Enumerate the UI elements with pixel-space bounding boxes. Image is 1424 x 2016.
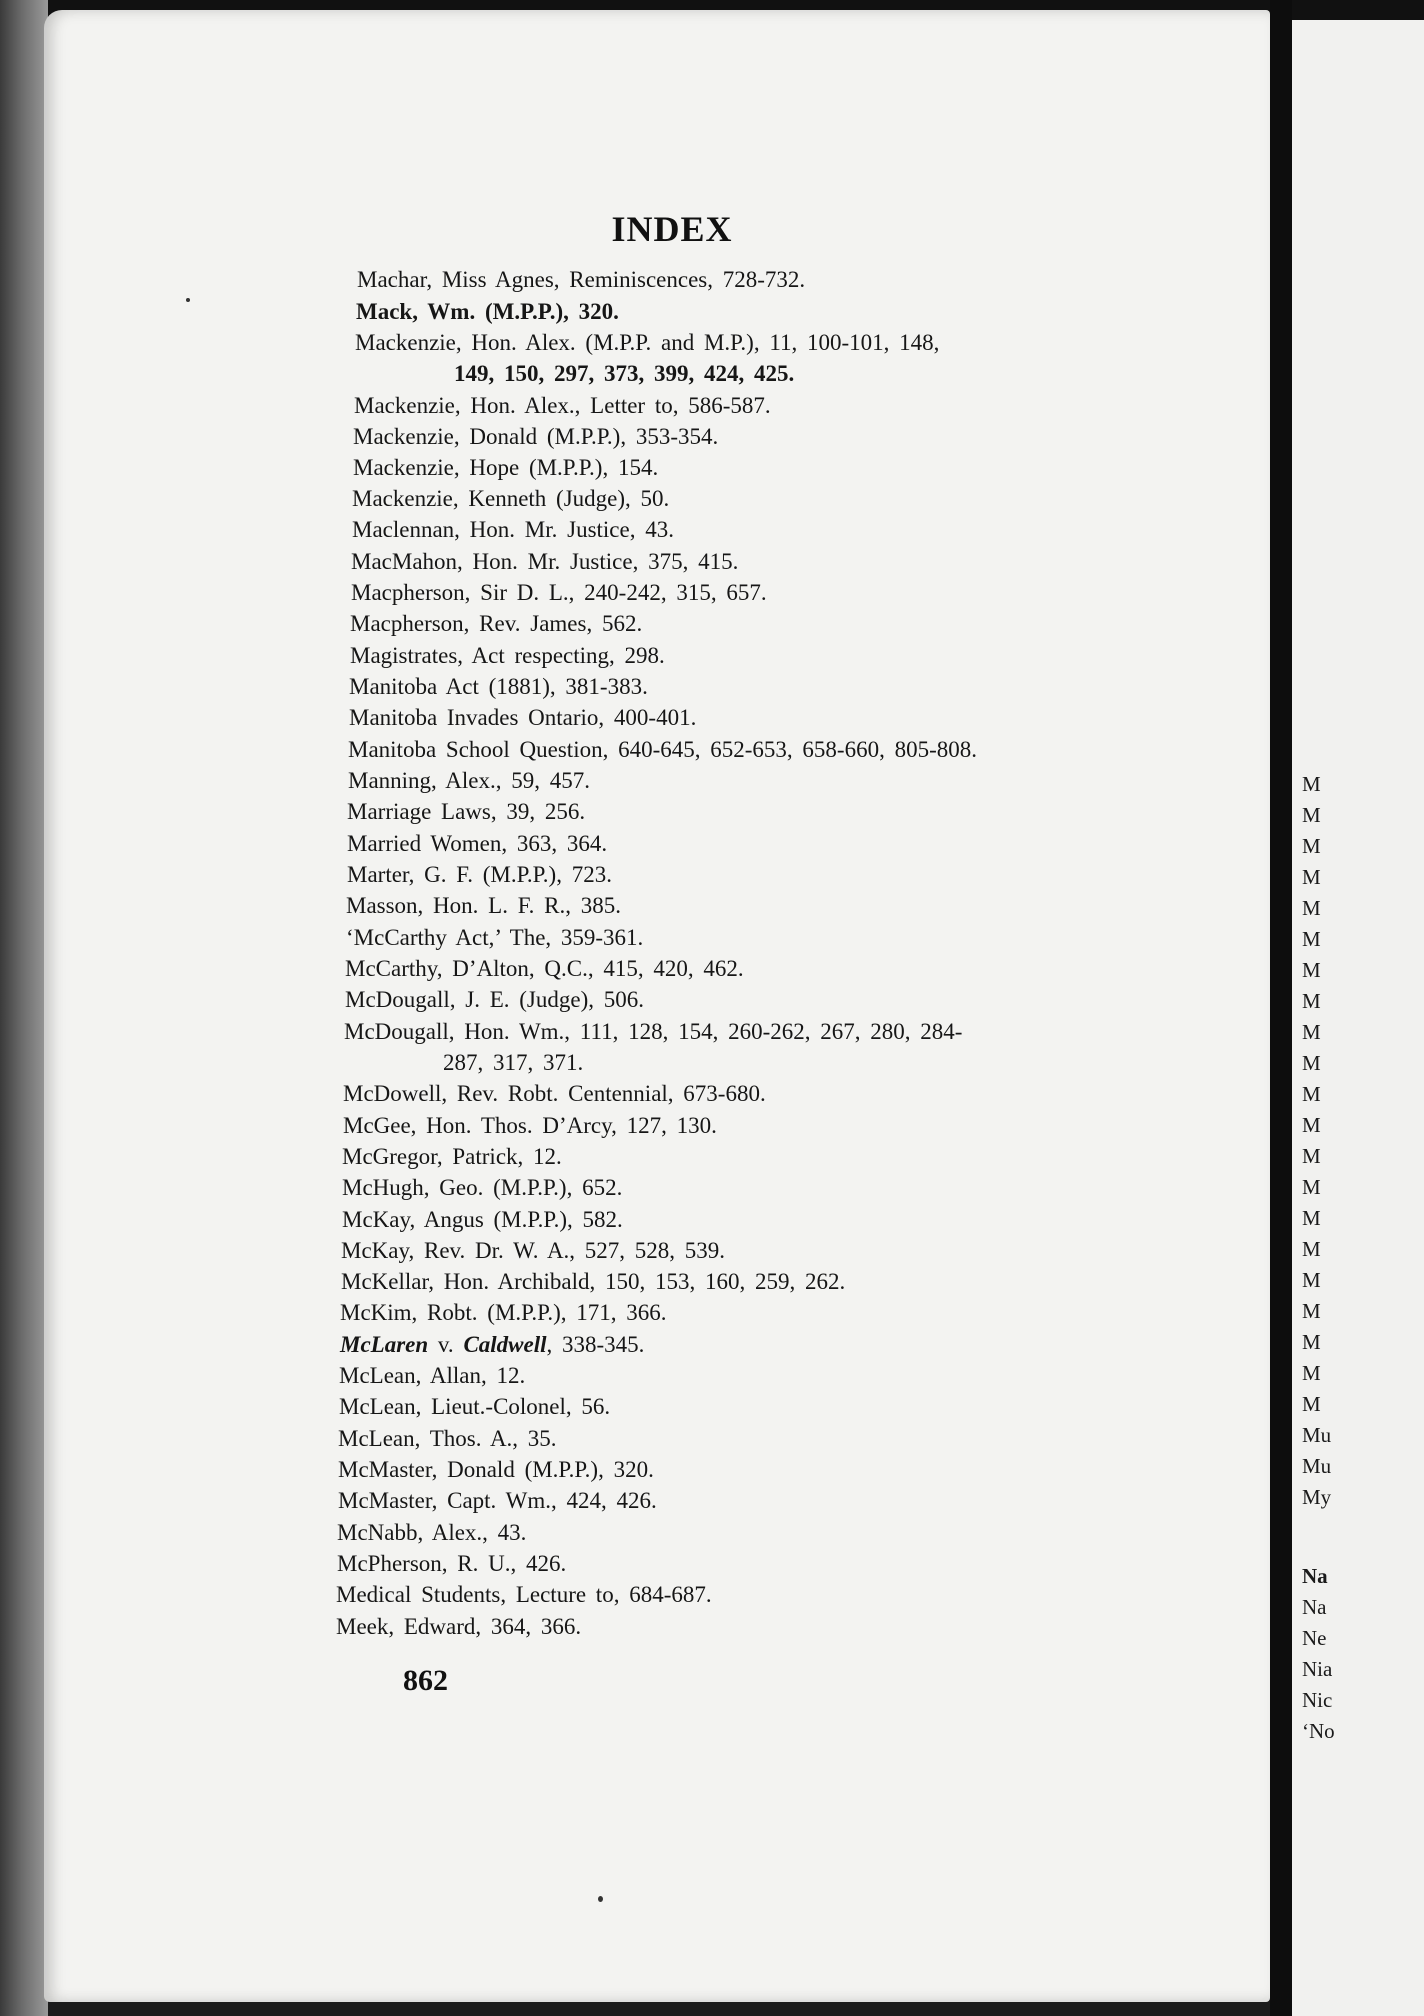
facing-page-fragment: M — [1302, 1299, 1321, 1323]
index-entry: Manitoba Act (1881), 381-383. — [349, 674, 648, 699]
index-entry: Maclennan, Hon. Mr. Justice, 43. — [352, 517, 674, 542]
facing-page-fragment: Mu — [1302, 1423, 1332, 1447]
index-entry-continuation: 287, 317, 371. — [443, 1050, 584, 1075]
index-entry: Mackenzie, Hope (M.P.P.), 154. — [353, 455, 659, 480]
index-entry: McDowell, Rev. Robt. Centennial, 673-680. — [343, 1081, 766, 1106]
facing-page-fragment: M — [1302, 1051, 1321, 1075]
facing-page-fragment: M — [1302, 1392, 1321, 1416]
facing-page-fragment: M — [1302, 834, 1321, 858]
index-entry-case — [340, 1329, 644, 1360]
facing-page-fragment: M — [1302, 1268, 1321, 1292]
index-entry: McDougall, J. E. (Judge), 506. — [345, 987, 644, 1012]
index-entry: Magistrates, Act respecting, 298. — [350, 643, 665, 668]
index-entry: McMaster, Donald (M.P.P.), 320. — [338, 1457, 654, 1482]
facing-page-fragment: Na — [1302, 1595, 1327, 1619]
index-entry: MacMahon, Hon. Mr. Justice, 375, 415. — [351, 549, 739, 574]
index-entry: McNabb, Alex., 43. — [337, 1520, 527, 1545]
book-spine-edge — [0, 0, 48, 2016]
facing-page-fragment: M — [1302, 1082, 1321, 1106]
index-entry: Machar, Miss Agnes, Reminiscences, 728-732. — [357, 267, 806, 292]
facing-page-fragment: Ne — [1302, 1626, 1327, 1650]
index-entry: McCarthy, D’Alton, Q.C., 415, 420, 462. — [345, 956, 744, 981]
case-plaintiff: McLaren — [340, 1332, 429, 1357]
facing-page-fragment: M — [1302, 927, 1321, 951]
index-entry: Medical Students, Lecture to, 684-687. — [336, 1582, 712, 1607]
facing-page-fragment: M — [1302, 1361, 1321, 1385]
index-entry: McHugh, Geo. (M.P.P.), 652. — [342, 1175, 623, 1200]
facing-page-fragment: M — [1302, 772, 1321, 796]
facing-page-fragment: M — [1302, 989, 1321, 1013]
index-entry: Macpherson, Rev. James, 562. — [350, 611, 643, 636]
index-page — [44, 10, 1270, 2002]
case-rest: , 338-345. — [546, 1332, 645, 1357]
index-entry: McGee, Hon. Thos. D’Arcy, 127, 130. — [343, 1113, 717, 1138]
index-entry: Marter, G. F. (M.P.P.), 723. — [347, 862, 612, 887]
facing-page-fragment: M — [1302, 1175, 1321, 1199]
index-entry: Mackenzie, Kenneth (Judge), 50. — [352, 486, 670, 511]
index-entry: Manning, Alex., 59, 457. — [348, 768, 590, 793]
facing-page-fragment: Nia — [1302, 1657, 1333, 1681]
facing-page-fragment: M — [1302, 1113, 1321, 1137]
index-entry: Mackenzie, Hon. Alex., Letter to, 586-587. — [354, 393, 771, 418]
facing-page-fragment: M — [1302, 1237, 1321, 1261]
book-gutter — [1270, 0, 1292, 2016]
facing-page — [1292, 20, 1424, 2016]
facing-page-fragment: Nic — [1302, 1688, 1333, 1712]
index-entry: ‘McCarthy Act,’ The, 359-361. — [346, 925, 644, 950]
index-entry: McLean, Allan, 12. — [339, 1363, 526, 1388]
index-entry: Marriage Laws, 39, 256. — [347, 799, 586, 824]
index-entry: McDougall, Hon. Wm., 111, 128, 154, 260-262, 267, 280, 284- — [344, 1019, 963, 1044]
facing-page-fragment: M — [1302, 1144, 1321, 1168]
scan-speck — [186, 298, 190, 302]
index-entry: McLean, Thos. A., 35. — [338, 1426, 557, 1451]
index-entry: Mackenzie, Donald (M.P.P.), 353-354. — [353, 424, 719, 449]
case-defendant: Caldwell — [463, 1332, 547, 1357]
index-entry: McPherson, R. U., 426. — [337, 1551, 567, 1576]
index-entry: McGregor, Patrick, 12. — [342, 1144, 562, 1169]
facing-page-fragment: M — [1302, 1330, 1321, 1354]
facing-page-fragment: M — [1302, 865, 1321, 889]
index-entry: McKay, Angus (M.P.P.), 582. — [342, 1207, 623, 1232]
page-title: INDEX — [611, 209, 733, 249]
index-entry-continuation: 149, 150, 297, 373, 399, 424, 425. — [454, 361, 795, 386]
index-entry: McKim, Robt. (M.P.P.), 171, 366. — [340, 1300, 667, 1325]
facing-page-fragment: Na — [1302, 1564, 1328, 1588]
case-connector: v. — [428, 1332, 464, 1357]
index-entry: McLean, Lieut.-Colonel, 56. — [339, 1394, 611, 1419]
facing-page-fragment: M — [1302, 1206, 1321, 1230]
index-entry: McMaster, Capt. Wm., 424, 426. — [338, 1488, 657, 1513]
index-entry: Manitoba School Question, 640-645, 652-653, 658-660, 805-808. — [348, 737, 977, 762]
facing-page-fragment: M — [1302, 958, 1321, 982]
index-entry: Married Women, 363, 364. — [347, 831, 608, 856]
index-entry: Mackenzie, Hon. Alex. (M.P.P. and M.P.), 11, 100-101, 148, — [355, 330, 940, 355]
index-entry: Macpherson, Sir D. L., 240-242, 315, 657. — [351, 580, 767, 605]
index-entry: Masson, Hon. L. F. R., 385. — [346, 893, 622, 918]
facing-page-fragment: M — [1302, 803, 1321, 827]
index-entry: Meek, Edward, 364, 366. — [336, 1614, 582, 1639]
index-entry: McKellar, Hon. Archibald, 150, 153, 160, 259, 262. — [341, 1269, 846, 1294]
facing-page-fragment: ‘No — [1302, 1719, 1335, 1743]
page-number: 862 — [403, 1664, 448, 1697]
facing-page-fragment: My — [1302, 1485, 1332, 1509]
facing-page-fragment: Mu — [1302, 1454, 1332, 1478]
index-entry: Mack, Wm. (M.P.P.), 320. — [356, 299, 619, 324]
index-entry: Manitoba Invades Ontario, 400-401. — [349, 705, 697, 730]
facing-page-fragment: M — [1302, 896, 1321, 920]
index-entry: McKay, Rev. Dr. W. A., 527, 528, 539. — [341, 1238, 726, 1263]
scan-speck — [598, 1896, 603, 1902]
facing-page-fragment: M — [1302, 1020, 1321, 1044]
